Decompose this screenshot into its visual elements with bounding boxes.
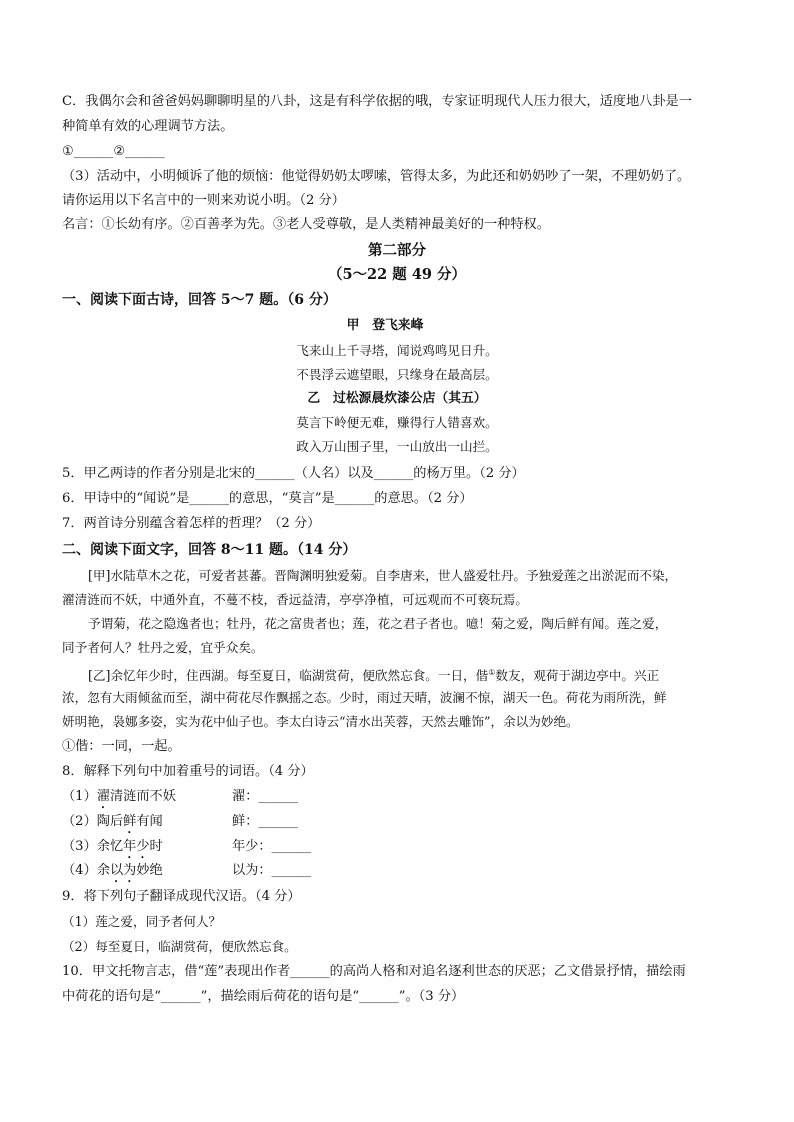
emphasized-word: 鲜 [123,814,137,829]
poem-1-line-2: 不畏浮云遮望眼，只缘身在最高层。 [296,367,498,382]
question-8-item [62,838,312,862]
question-9-item-2: （2）每至夏日，临湖赏荷，便欣然忘食。 [62,939,297,954]
option-c-line-2: 种简单有效的心理调节方法。 [62,119,234,134]
question-8-item [62,788,298,812]
question-10-line-2: 中荷花的语句是“______”，描绘雨后荷花的语句是“______”。（3 分） [62,989,465,1004]
item-number: （4） [62,863,97,878]
item-phrase: 余以为妙绝 [96,863,163,878]
passage-b-line-2: 浓，忽有大雨倾盆而至，湖中荷花尽作飘摇之态。少时，雨过天晴，波澜不惊，湖天一色。荷花为雨所洗，鲜 [62,690,667,705]
question-10-line-1: 10．甲文托物言志，借“莲”表现出作者______的高尚人格和对追名逐利世态的厌恶；乙文借景抒情，描绘雨 [62,964,686,979]
section-one-heading: 一、阅读下面古诗，回答 5～7 题。（6 分） [62,292,337,308]
poem-2-line-2: 政入万山围子里，一山放出一山拦。 [296,439,498,454]
item-answer-blank: 濯：______ [232,789,298,804]
section-two-heading: 二、阅读下面文字，回答 8～11 题。（14 分） [62,542,357,558]
poem-2-title: 乙 过松源晨炊漆公店（其五） [307,391,487,406]
item-answer-blank: 以为：______ [232,863,312,878]
footnote-marker: ① [488,668,496,677]
passage-a-line-3: 予谓菊，花之隐逸者也；牡丹，花之富贵者也；莲，花之君子者也。噫！菊之爱，陶后鲜有闻。莲之爱， [88,616,668,631]
question-9: 9．将下列句子翻译成现代汉语。（4 分） [62,889,301,904]
item-answer-blank: 年少：______ [232,839,312,854]
item-phrase: 陶后鲜有闻 [96,814,163,829]
item-number: （1） [62,789,97,804]
question-8-item [62,813,298,837]
answer-blanks: ①______②______ [62,144,165,159]
question-8-item [62,862,312,886]
part-two-title: 第二部分 [368,242,426,259]
footnote: ①偕：一同，一起。 [62,739,181,754]
passage-b-line-1: [乙]余忆年少时，住西湖。每至夏日，临湖赏荷，便欣然忘食。一日，偕①数友，观荷于湖边亭中。兴正 [88,668,660,684]
poem-2-line-1: 莫言下岭便无难，赚得行人错喜欢。 [296,415,498,430]
item-phrase: 余忆年少时 [96,839,163,854]
part-two-subtitle: （5～22 题 49 分） [327,266,467,283]
question-5: 5．甲乙两诗的作者分别是北宋的______（人名）以及______的杨万里。（2 分） [62,466,525,481]
emphasized-word: 年少 [123,839,150,854]
item-number: （3） [62,839,97,854]
question-8: 8．解释下列句中加着重号的词语。（4 分） [62,764,314,779]
poem-1-title: 甲 登飞来峰 [346,318,424,333]
emphasized-word: 濯 [96,789,110,804]
passage-a-line-4: 同予者何人？牡丹之爱，宜乎众矣。 [62,640,264,655]
emphasized-word: 以为 [109,863,137,878]
question-3-line-1: （3）活动中，小明倾诉了他的烦恼：他觉得奶奶太啰嗦，管得太多，为此还和奶奶吵了一架，不理奶奶了。 [62,169,691,184]
item-number: （2） [62,814,97,829]
passage-a-line-1: [甲]水陆草木之花，可爱者甚蕃。晋陶渊明独爱菊。自李唐来，世人盛爱牡丹。予独爱莲之出淤泥而不染， [88,568,678,583]
item-phrase: 濯清涟而不妖 [96,789,176,804]
quotes-line: 名言：①长幼有序。②百善孝为先。③老人受尊敬，是人类精神最美好的一种特权。 [62,217,550,232]
question-9-item-1: （1）莲之爱，同予者何人？ [62,914,222,929]
passage-a-line-2: 濯清涟而不妖，中通外直，不蔓不枝，香远益清，亭亭净植，可远观而不可亵玩焉。 [62,592,528,607]
question-7: 7．两首诗分别蕴含着怎样的哲理？（2 分） [62,516,321,531]
option-c-line-1: C．我偶尔会和爸爸妈妈聊聊明星的八卦，这是有科学依据的哦，专家证明现代人压力很大，适度地八卦是一 [62,94,692,109]
poem-1-line-1: 飞来山上千寻塔，闻说鸡鸣见日升。 [296,343,498,358]
passage-b-line-3: 妍明艳，袅娜多姿，实为花中仙子也。李太白诗云“清水出芙蓉，天然去雕饰”，余以为妙绝。 [62,714,579,729]
item-answer-blank: 鲜：______ [232,814,298,829]
question-6: 6．甲诗中的“闻说”是______的意思，“莫言”是______的意思。（2 分） [62,491,473,506]
question-3-line-2: 请你运用以下名言中的一则来劝说小明。（2 分） [62,193,345,208]
